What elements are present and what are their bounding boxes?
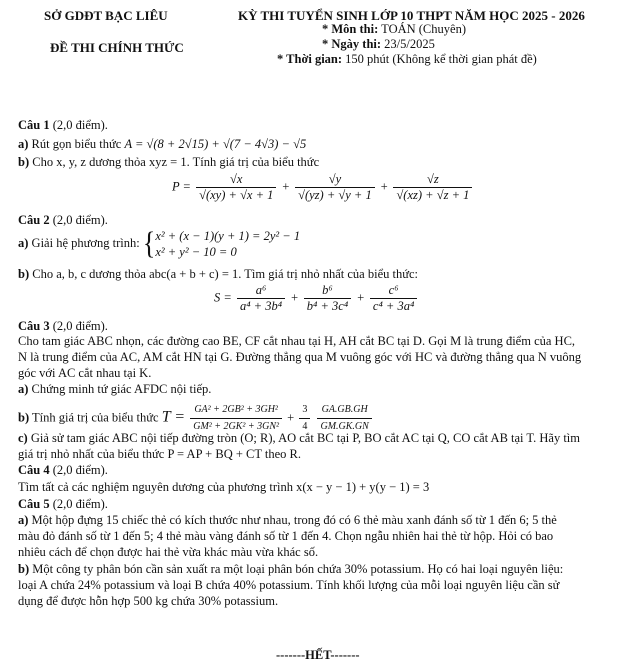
q5-part-b-2: loại A chứa 24% potassium và loại B chứa 40% potassium. Tính khối lượng của mỗi loại nguyên liệu cần sử	[18, 578, 560, 592]
q1-part-b: b) Cho x, y, z dương thỏa xyz = 1. Tính giá trị của biểu thức	[18, 155, 320, 169]
date-line: * Ngày thi: 23/5/2025	[322, 37, 435, 51]
q1-part-a: a) Rút gọn biểu thức A = √(8 + 2√15) + √(7 − 4√3) − √5	[18, 137, 307, 151]
official-label: ĐỀ THI CHÍNH THỨC	[50, 40, 184, 55]
department-name: SỞ GDĐT BẠC LIÊU	[44, 8, 168, 23]
q5-part-a-1: a) Một hộp đựng 15 chiếc thẻ có kích thước như nhau, trong đó có 6 thẻ màu xanh đánh số từ 1 đến 6; 5 thẻ	[18, 513, 557, 527]
q5-heading: Câu 5 (2,0 điểm).	[18, 497, 108, 511]
q5-part-a-3: nhiêu cách để chọn được hai thẻ vừa khác màu vừa khác số.	[18, 545, 319, 559]
end-marker: -------HẾT-------	[276, 648, 360, 662]
q2-part-a: a) Giải hệ phương trình: { x² + (x − 1)(y + 1) = 2y² − 1 x² + y² − 10 = 0	[18, 226, 301, 261]
q2-heading: Câu 2 (2,0 điểm).	[18, 213, 108, 227]
q3-intro-1: Cho tam giác ABC nhọn, các đường cao BE, CF cắt nhau tại H, AH cắt BC tại D. Gọi M là trung điểm của HC,	[18, 334, 576, 348]
q1-heading: Câu 1 (2,0 điểm).	[18, 118, 108, 132]
q3-part-c-1: c) Giả sử tam giác ABC nội tiếp đường tròn (O; R), AO cắt BC tại P, BO cắt AC tại Q, CO cắt AB tại T. Hãy tìm	[18, 431, 581, 445]
q3-part-b: b) Tính giá trị của biểu thức T = $\frac{\text{GA² + 2GB² + 3GH²}}{\text{GM² + 2GK² + 3GN²}}$ + $\frac{3}{4}$ $\frac{GA.GB.GH}{GM.GK.GN}$	[18, 402, 374, 435]
q2-part-b: b) Cho a, b, c dương thỏa abc(a + b + c) = 1. Tìm giá trị nhỏ nhất của biểu thức:	[18, 267, 419, 281]
q3-part-a: a) Chứng minh tứ giác AFDC nội tiếp.	[18, 382, 212, 396]
q5-part-a-2: màu đỏ đánh số từ 1 đến 5; 4 thẻ màu vàng đánh số từ 1 đến 4. Chọn ngẫu nhiên hai thẻ từ hộp. Hỏi có bao	[18, 529, 554, 543]
q5-part-b-3: dụng để được hỗn hợp 500 kg chứa 30% potassium.	[18, 594, 279, 608]
q3-intro-2: N là trung điểm của AC, AM cắt HN tại G. Đường thẳng qua M vuông góc với HC và đường thẳng qua N vuông	[18, 350, 582, 364]
q3-intro-3: góc với AC cắt nhau tại K.	[18, 366, 152, 380]
q3-part-c-2: giá trị nhỏ nhất của biểu thức P = AP + BQ + CT theo R.	[18, 447, 301, 461]
exam-title: KỲ THI TUYỂN SINH LỚP 10 THPT NĂM HỌC 2025 - 2026	[238, 8, 585, 23]
subject-line: * Môn thi: TOÁN (Chuyên)	[322, 22, 466, 36]
q1-formula-p: P = $\frac{√x}{√(xy) + √x + 1}$ + $\frac{√y}{√(yz) + √y + 1}$ + $\frac{√z}{√(xz) + √z + 1}$	[172, 172, 474, 203]
q5-part-b-1: b) Một công ty phân bón cần sản xuất ra một loại phân bón chứa 30% potassium. Họ có hai loại nguyên liệu:	[18, 562, 564, 576]
q4-text: Tìm tất cả các nghiệm nguyên dương của phương trình x(x − y − 1) + y(y − 1) = 3	[18, 480, 430, 494]
q4-heading: Câu 4 (2,0 điểm).	[18, 463, 108, 477]
q3-heading: Câu 3 (2,0 điểm).	[18, 319, 108, 333]
time-line: * Thời gian: 150 phút (Không kể thời gian phát đề)	[277, 52, 537, 66]
q2-formula-s: S = $\frac{\text{a⁶}}{\text{a⁴ + 3b⁴}}$ + $\frac{\text{b⁶}}{\text{b⁴ + 3c⁴}}$ + $\frac{\text{c⁶}}{\text{c⁴ + 3a⁴}}$	[214, 283, 419, 314]
